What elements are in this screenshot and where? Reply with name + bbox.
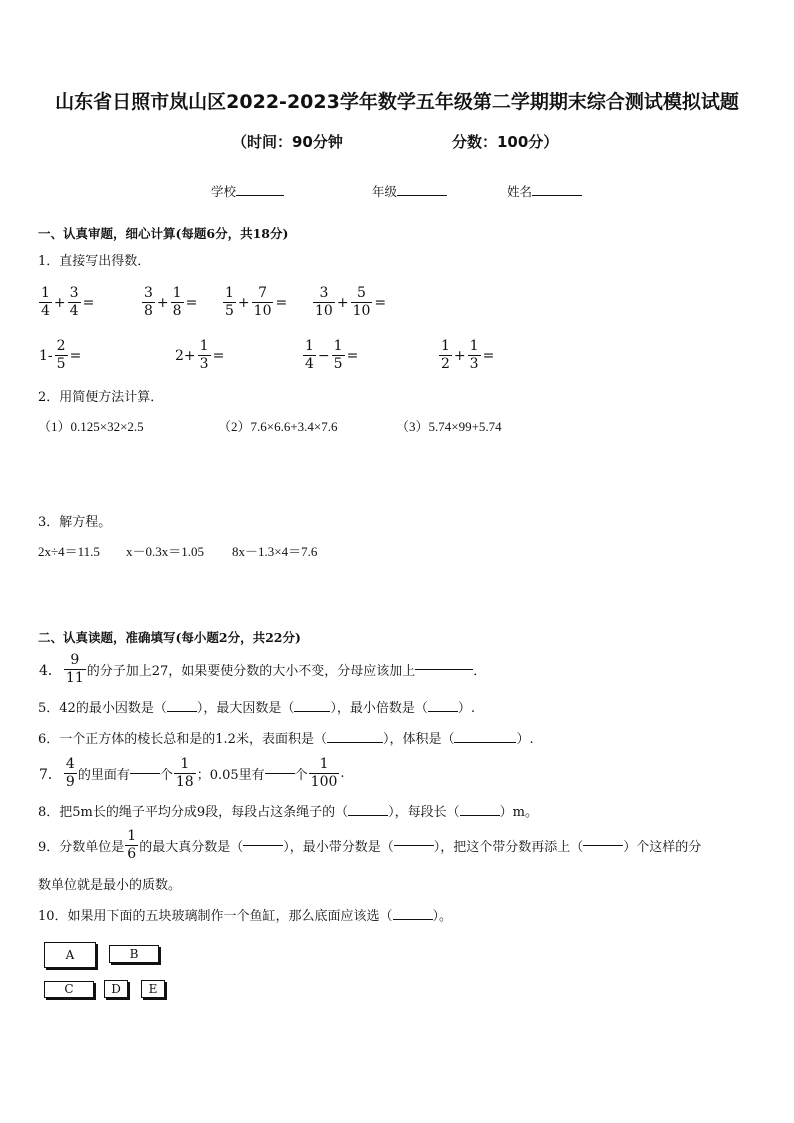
glass-piece-b: B — [109, 945, 159, 963]
q10: 10．如果用下面的五块玻璃制作一个鱼缸，那么底面应该选（ ）。 — [38, 909, 453, 924]
fraction: $\frac{7}{10}$ — [253, 285, 272, 319]
fraction: $\frac{1}{8}$ — [172, 285, 182, 319]
q1-row1-item2: $\frac{3}{8}$ + $\frac{1}{8}$ = — [144, 285, 198, 319]
fraction: $\frac{1}{6}$ — [127, 828, 137, 862]
q1-label: 1．直接写出得数． — [38, 254, 151, 269]
fraction: $\frac{5}{10}$ — [352, 285, 371, 319]
q2-item3: （3）5.74×99+5.74 — [396, 419, 502, 434]
q10-blank[interactable] — [393, 919, 433, 920]
q4-blank[interactable] — [415, 669, 473, 670]
q5-blank2[interactable] — [294, 711, 330, 712]
fraction: $\frac{2}{5}$ — [56, 338, 66, 372]
fraction: $\frac{1}{4}$ — [305, 338, 314, 372]
fraction: $\frac{1}{5}$ — [333, 338, 343, 372]
q9-line2: 数单位就是最小的质数。 — [38, 878, 182, 893]
fraction: $\frac{4}{9}$ — [65, 756, 75, 790]
fraction: $\frac{3}{8}$ — [144, 285, 153, 319]
q8-blank1[interactable] — [348, 815, 388, 816]
q4: 4． $\frac{9}{11}$ 的分子加上27，如果要使分数的大小不变，分母应该加上 ． — [39, 652, 487, 686]
q1-row2-item1: 1- $\frac{2}{5}$ = — [39, 338, 82, 372]
fraction: $\frac{1}{100}$ — [310, 756, 338, 790]
q5: 5．42的最小因数是（ ），最大因数是（ ），最小倍数是（ ）. — [38, 701, 475, 716]
name-field[interactable] — [507, 182, 582, 200]
glass-piece-e: E — [141, 980, 165, 998]
page-title: 山东省日照市岚山区2022-2023学年数学五年级第二学期期末综合测试模拟试题 — [55, 91, 739, 113]
q5-blank3[interactable] — [428, 711, 458, 712]
q8: 8．把5m长的绳子平均分成9段，每段占这条绳子的（ ），每段长（ ）m。 — [38, 805, 538, 820]
q1-row2-item3: $\frac{1}{4}$ − $\frac{1}{5}$ = — [305, 338, 359, 372]
grade-blank[interactable] — [397, 195, 447, 196]
glass-piece-d: D — [104, 980, 128, 998]
fraction: $\frac{1}{3}$ — [469, 338, 479, 372]
q3-item3: 8x－1.3×4＝7.6 — [232, 544, 318, 559]
q6: 6．一个正方体的棱长总和是的1.2米，表面积是（ ），体积是（ ）. — [38, 732, 534, 747]
grade-field[interactable] — [372, 182, 447, 200]
exam-time: （时间：90分钟 — [232, 133, 343, 151]
q2-item1: （1）0.125×32×2.5 — [38, 419, 144, 434]
q5-blank1[interactable] — [167, 711, 197, 712]
glass-piece-a: A — [44, 942, 96, 968]
q1-row1-item4: $\frac{3}{10}$ + $\frac{5}{10}$ = — [315, 285, 387, 319]
fraction: $\frac{1}{4}$ — [41, 285, 50, 319]
section1-heading: 一、认真审题，细心计算(每题6分，共18分) — [38, 226, 289, 241]
q7: 7． $\frac{4}{9}$ 的里面有 个 $\frac{1}{18}$ ；0.05里有 个 $\frac{1}{100}$ . — [39, 756, 345, 790]
fraction: $\frac{1}{3}$ — [199, 338, 209, 372]
fraction: $\frac{1}{2}$ — [441, 338, 450, 372]
grade-label: 年级 — [372, 184, 398, 199]
q3-item2: x－0.3x＝1.05 — [126, 544, 205, 559]
school-field[interactable] — [211, 182, 284, 200]
q1-row2-item4: $\frac{1}{2}$ + $\frac{1}{3}$ = — [441, 338, 495, 372]
fraction: $\frac{3}{10}$ — [315, 285, 333, 319]
q3-item1: 2x÷4＝11.5 — [38, 544, 100, 559]
section2-heading: 二、认真读题，准确填写(每小题2分，共22分) — [38, 630, 301, 645]
q1-row1-item3: $\frac{1}{5}$ + $\frac{7}{10}$ = — [225, 285, 288, 319]
exam-score: 分数：100分） — [452, 133, 559, 151]
fraction: $\frac{1}{5}$ — [225, 285, 234, 319]
q9-blank2[interactable] — [394, 845, 434, 846]
q3-label: 3．解方程。 — [38, 515, 112, 530]
q6-blank1[interactable] — [327, 742, 383, 743]
glass-piece-c: C — [44, 981, 94, 998]
name-blank[interactable] — [532, 195, 582, 196]
q9-blank1[interactable] — [243, 845, 283, 846]
q7-blank1[interactable] — [130, 773, 160, 774]
name-label: 姓名 — [507, 184, 533, 199]
school-label: 学校 — [211, 184, 237, 199]
q2-label: 2．用简便方法计算． — [38, 390, 164, 405]
q9-blank3[interactable] — [583, 845, 623, 846]
q1-row1-item1: $\frac{1}{4}$ + $\frac{3}{4}$ = — [41, 285, 95, 319]
q8-blank2[interactable] — [460, 815, 500, 816]
q1-row2-item2: 2+ $\frac{1}{3}$ = — [175, 338, 225, 372]
q6-blank2[interactable] — [454, 742, 516, 743]
fraction: $\frac{3}{4}$ — [69, 285, 79, 319]
fraction: $\frac{9}{11}$ — [65, 652, 84, 686]
fraction: $\frac{1}{18}$ — [175, 756, 194, 790]
school-blank[interactable] — [236, 195, 284, 196]
q9: 9．分数单位是 $\frac{1}{6}$ 的最大真分数是（ ），最小带分数是（ ），把这个带分数再添上（ ）个这样的分 — [38, 828, 702, 862]
q2-item2: （2）7.6×6.6+3.4×7.6 — [218, 419, 338, 434]
q7-blank2[interactable] — [265, 773, 295, 774]
